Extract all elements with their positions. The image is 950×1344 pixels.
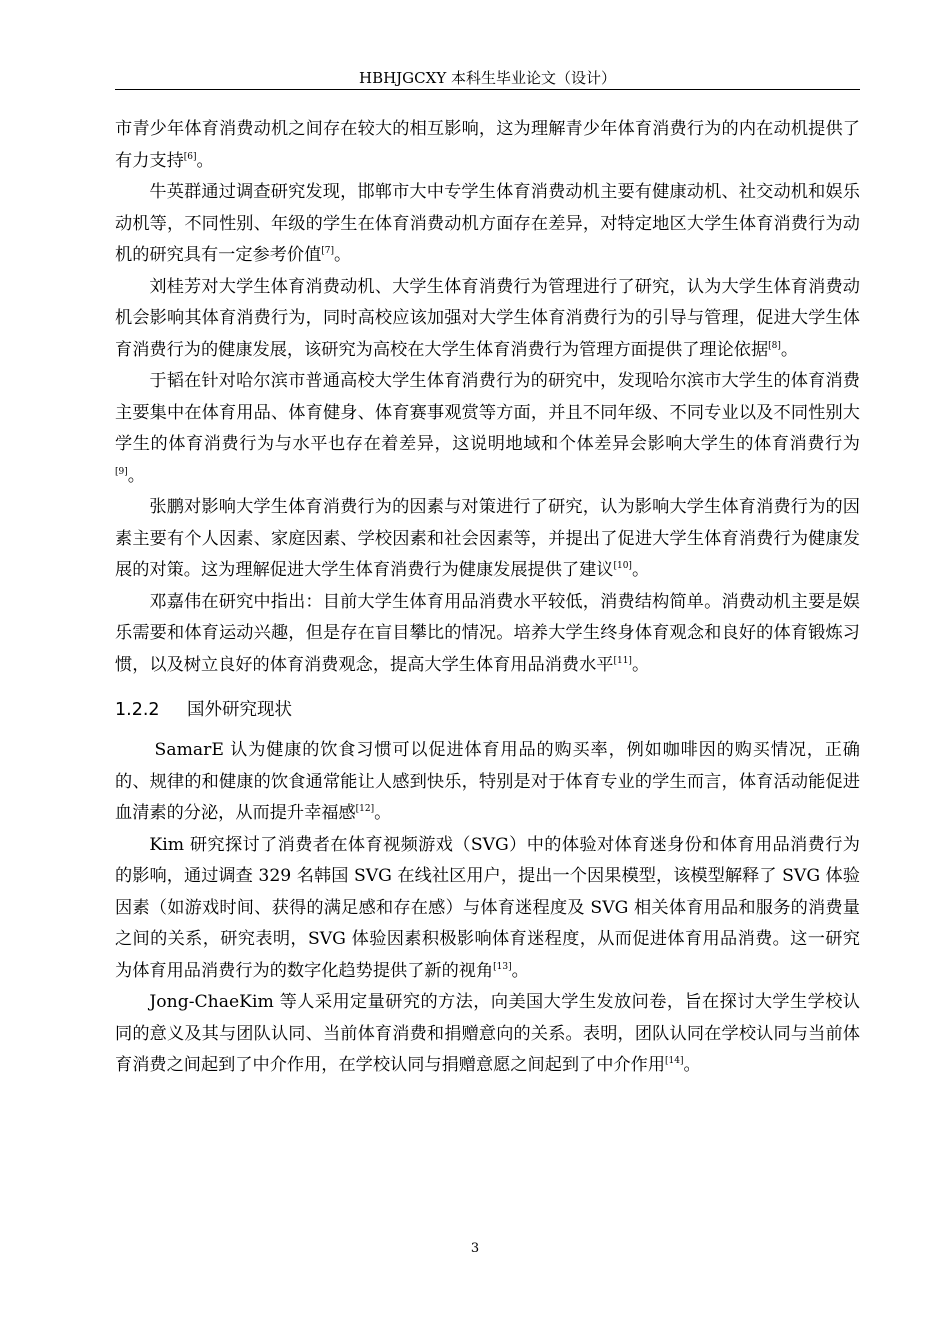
page-number: 3 <box>470 1241 480 1256</box>
body-text <box>115 114 860 1082</box>
section-number: 1.2.2 <box>115 700 160 720</box>
citation: [6] <box>183 151 197 162</box>
paragraph: SamarE 认为健康的饮食习惯可以促进体育用品的购买率，例如咖啡因的购买情况，正确的、规律的和健康的饮食通常能让人感到快乐，特别是对于体育专业的学生而言，体育活动能促进血清素的分泌，从而提升幸福感[12]。 <box>115 740 860 823</box>
section-title: 国外研究现状 <box>187 700 292 720</box>
paragraph: 刘桂芳对大学生体育消费动机、大学生体育消费行为管理进行了研究，认为大学生体育消费动机会影响其体育消费行为，同时高校应该加强对大学生体育消费行为的引导与管理，促进大学生体育消费行为的健康发展，该研究为高校在大学生体育消费行为管理方面提供了理论依据[8]。 <box>115 276 860 360</box>
paragraph: 张鹏对影响大学生体育消费行为的因素与对策进行了研究，认为影响大学生体育消费行为的因素主要有个人因素、家庭因素、学校因素和社会因素等，并提出了促进大学生体育消费行为健康发展的对策。这为理解促进大学生体育消费行为健康发展提供了建议[10]。 <box>115 497 860 580</box>
paragraph: Kim 研究探讨了消费者在体育视频游戏（SVG）中的体验对体育迷身份和体育用品消费行为的影响，通过调查 329 名韩国 SVG 在线社区用户，提出一个因果模型，该模型解释了 SVG 体验因素（如游戏时间、获得的满足感和存在感）与体育迷程度及 SVG 相关体育用品和服务的消费量之间的关系，研究表明，SVG 体验因素积极影响体育迷程度，从而促进体育用品消费。这一研究为体育用品消费行为的数字化趋势提供了新的视角[13]。 <box>115 834 860 981</box>
paragraph: 牛英群通过调查研究发现，邯郸市大中专学生体育消费动机主要有健康动机、社交动机和娱乐动机等，不同性别、年级的学生在体育消费动机方面存在差异，对特定地区大学生体育消费行为动机的研究具有一定参考价值[7]。 <box>115 182 860 265</box>
citation: [8] <box>768 340 781 351</box>
section-heading <box>115 695 860 725</box>
citation: [10] <box>613 561 632 571</box>
page-header: HBHJGCXY 本科生毕业论文（设计） <box>358 69 616 87</box>
paragraph: 于韬在针对哈尔滨市普通高校大学生体育消费行为的研究中，发现哈尔滨市大学生的体育消费主要集中在体育用品、体育健身、体育赛事观赏等方面，并且不同年级、不同专业以及不同性别大学生的体育消费行为与水平也存在着差异，这说明地域和个体差异会影响大学生的体育消费行为[9]。 <box>115 371 860 486</box>
paragraph: 邓嘉伟在研究中指出：目前大学生体育用品消费水平较低，消费结构简单。消费动机主要是娱乐需要和体育运动兴趣，但是存在盲目攀比的情况。培养大学生终身体育观念和良好的体育锻炼习惯，以及树立良好的体育消费观念，提高大学生体育用品消费水平[11]。 <box>115 591 860 675</box>
header-rule <box>115 89 860 90</box>
citation: [14] <box>665 1056 684 1066</box>
citation: [11] <box>613 655 632 666</box>
citation: [13] <box>493 961 512 972</box>
citation: [9] <box>115 466 128 477</box>
citation: [12] <box>355 804 375 814</box>
paragraph: Jong-ChaeKim 等人采用定量研究的方法，向美国大学生发放问卷，旨在探讨大学生学校认同的意义及其与团队认同、当前体育消费和捐赠意向的关系。表明，团队认同在学校认同与当前体育消费之间起到了中介作用，在学校认同与捐赠意愿之间起到了中介作用[14]。 <box>115 992 860 1075</box>
paragraph-continued: 市青少年体育消费动机之间存在较大的相互影响，这为理解青少年体育消费行为的内在动机提供了有力支持[6]。 <box>115 119 860 171</box>
citation: [7] <box>321 246 335 256</box>
